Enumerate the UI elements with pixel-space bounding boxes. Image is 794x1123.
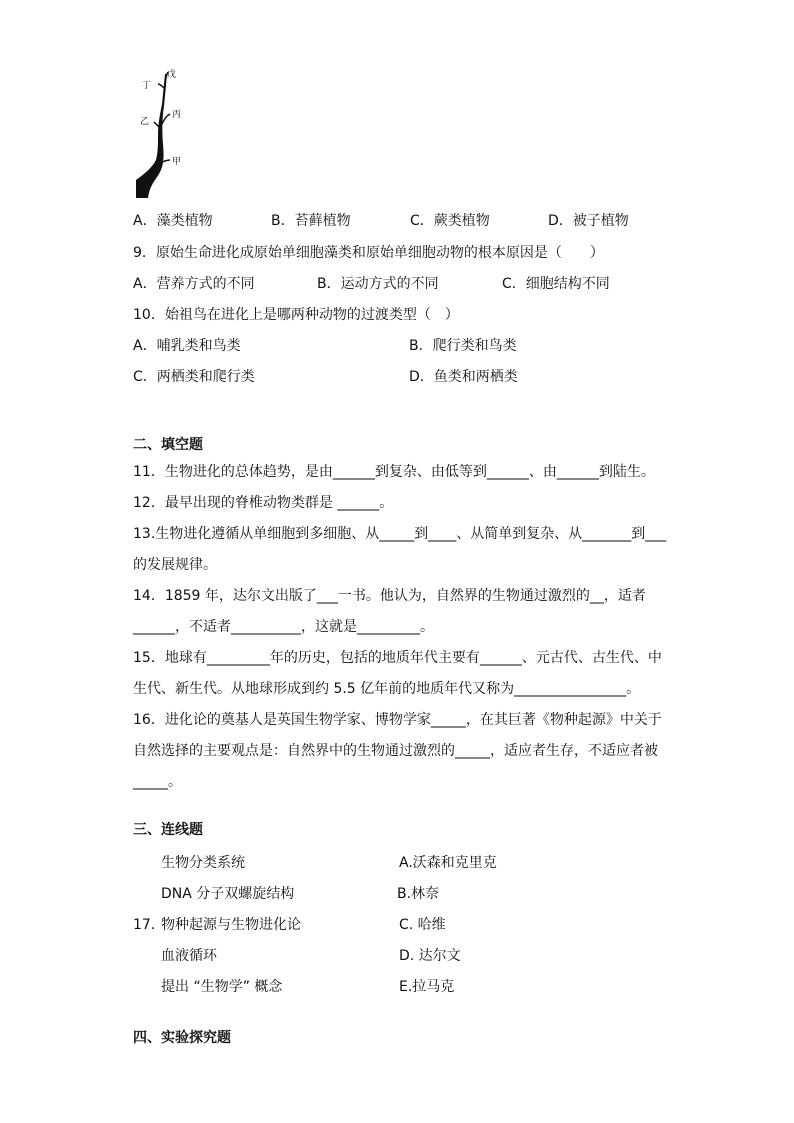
- match-left-item: 物种起源与生物进化论: [161, 917, 301, 933]
- q16-text-line2: 自然选择的主要观点是：自然界中的生物通过激烈的_____，适应者生存，不适应者被: [133, 743, 658, 759]
- match-right-item: D. 达尔文: [399, 948, 461, 964]
- q10-option-b: B．爬行类和鸟类: [409, 338, 517, 354]
- match-right-item: C. 哈维: [399, 917, 446, 933]
- q16-text-line3: _____。: [133, 774, 182, 790]
- match-right-item: A.沃森和克里克: [399, 855, 497, 871]
- label-bing: 丙: [172, 110, 182, 120]
- q10-stem: 10．始祖鸟在进化上是哪两种动物的过渡类型（ ）: [133, 307, 459, 323]
- label-jia: 甲: [172, 157, 182, 167]
- match-left-item: 提出 “生物学” 概念: [161, 979, 283, 995]
- q15-text-line2: 生代、新生代。从地球形成到约 5.5 亿年前的地质年代又称为________________。: [133, 681, 641, 697]
- q10-option-a: A．哺乳类和鸟类: [133, 338, 241, 354]
- match-right-item: E.拉马克: [399, 979, 455, 995]
- q9-stem: 9．原始生命进化成原始单细胞藻类和原始单细胞动物的根本原因是（ ）: [133, 245, 604, 261]
- match-left-item: 生物分类系统: [161, 855, 245, 871]
- match-right-item: B.林奈: [397, 886, 440, 902]
- branch-bing: [162, 114, 170, 124]
- q9-option-a: A．营养方式的不同: [133, 276, 255, 292]
- label-yi: 乙: [140, 117, 150, 127]
- q10-option-c: C．两栖类和爬行类: [133, 369, 255, 385]
- q9-option-c: C．细胞结构不同: [502, 276, 610, 292]
- branch-ding: [158, 84, 164, 88]
- q17-number: 17．: [133, 917, 165, 933]
- tree-trunk: [136, 74, 167, 198]
- q8-option-d: D．被子植物: [548, 213, 629, 229]
- match-left-item: 血液循环: [161, 948, 217, 964]
- section-3-title: 三、连线题: [133, 822, 203, 838]
- q11-text: 11．生物进化的总体趋势，是由______到复杂、由低等到______、由______到陆生。: [133, 464, 655, 480]
- q9-option-b: B．运动方式的不同: [317, 276, 439, 292]
- section-4-title: 四、实验探究题: [133, 1030, 231, 1046]
- q16-text-line1: 16．进化论的奠基人是英国生物学家、博物学家_____，在其巨著《物种起源》中关于: [133, 712, 662, 728]
- q8-option-a: A．藻类植物: [133, 213, 213, 229]
- q14-text-line2: ______，不适者__________，这就是_________。: [133, 619, 434, 635]
- q15-text-line1: 15．地球有_________年的历史，包括的地质年代主要有______、元古代、古生代、中: [133, 650, 662, 666]
- label-ding: 丁: [142, 81, 152, 91]
- q14-text-line1: 14．1859 年，达尔文出版了___一书。他认为，自然界的生物通过激烈的__，适者: [133, 588, 646, 604]
- evolution-tree-figure: [134, 64, 194, 198]
- match-left-item: DNA 分子双螺旋结构: [161, 886, 295, 902]
- q13-text-line2: 的发展规律。: [133, 557, 217, 573]
- q8-option-b: B．苔藓植物: [271, 213, 351, 229]
- q8-option-c: C．蕨类植物: [410, 213, 490, 229]
- q10-option-d: D．鱼类和两栖类: [409, 369, 518, 385]
- section-2-title: 二、填空题: [133, 437, 203, 453]
- label-wu: 戊: [167, 70, 177, 80]
- q12-text: 12．最早出现的脊椎动物类群是 ______。: [133, 495, 394, 511]
- q13-text-line1: 13.生物进化遵循从单细胞到多细胞、从_____到____、从简单到复杂、从_______到___: [133, 526, 667, 542]
